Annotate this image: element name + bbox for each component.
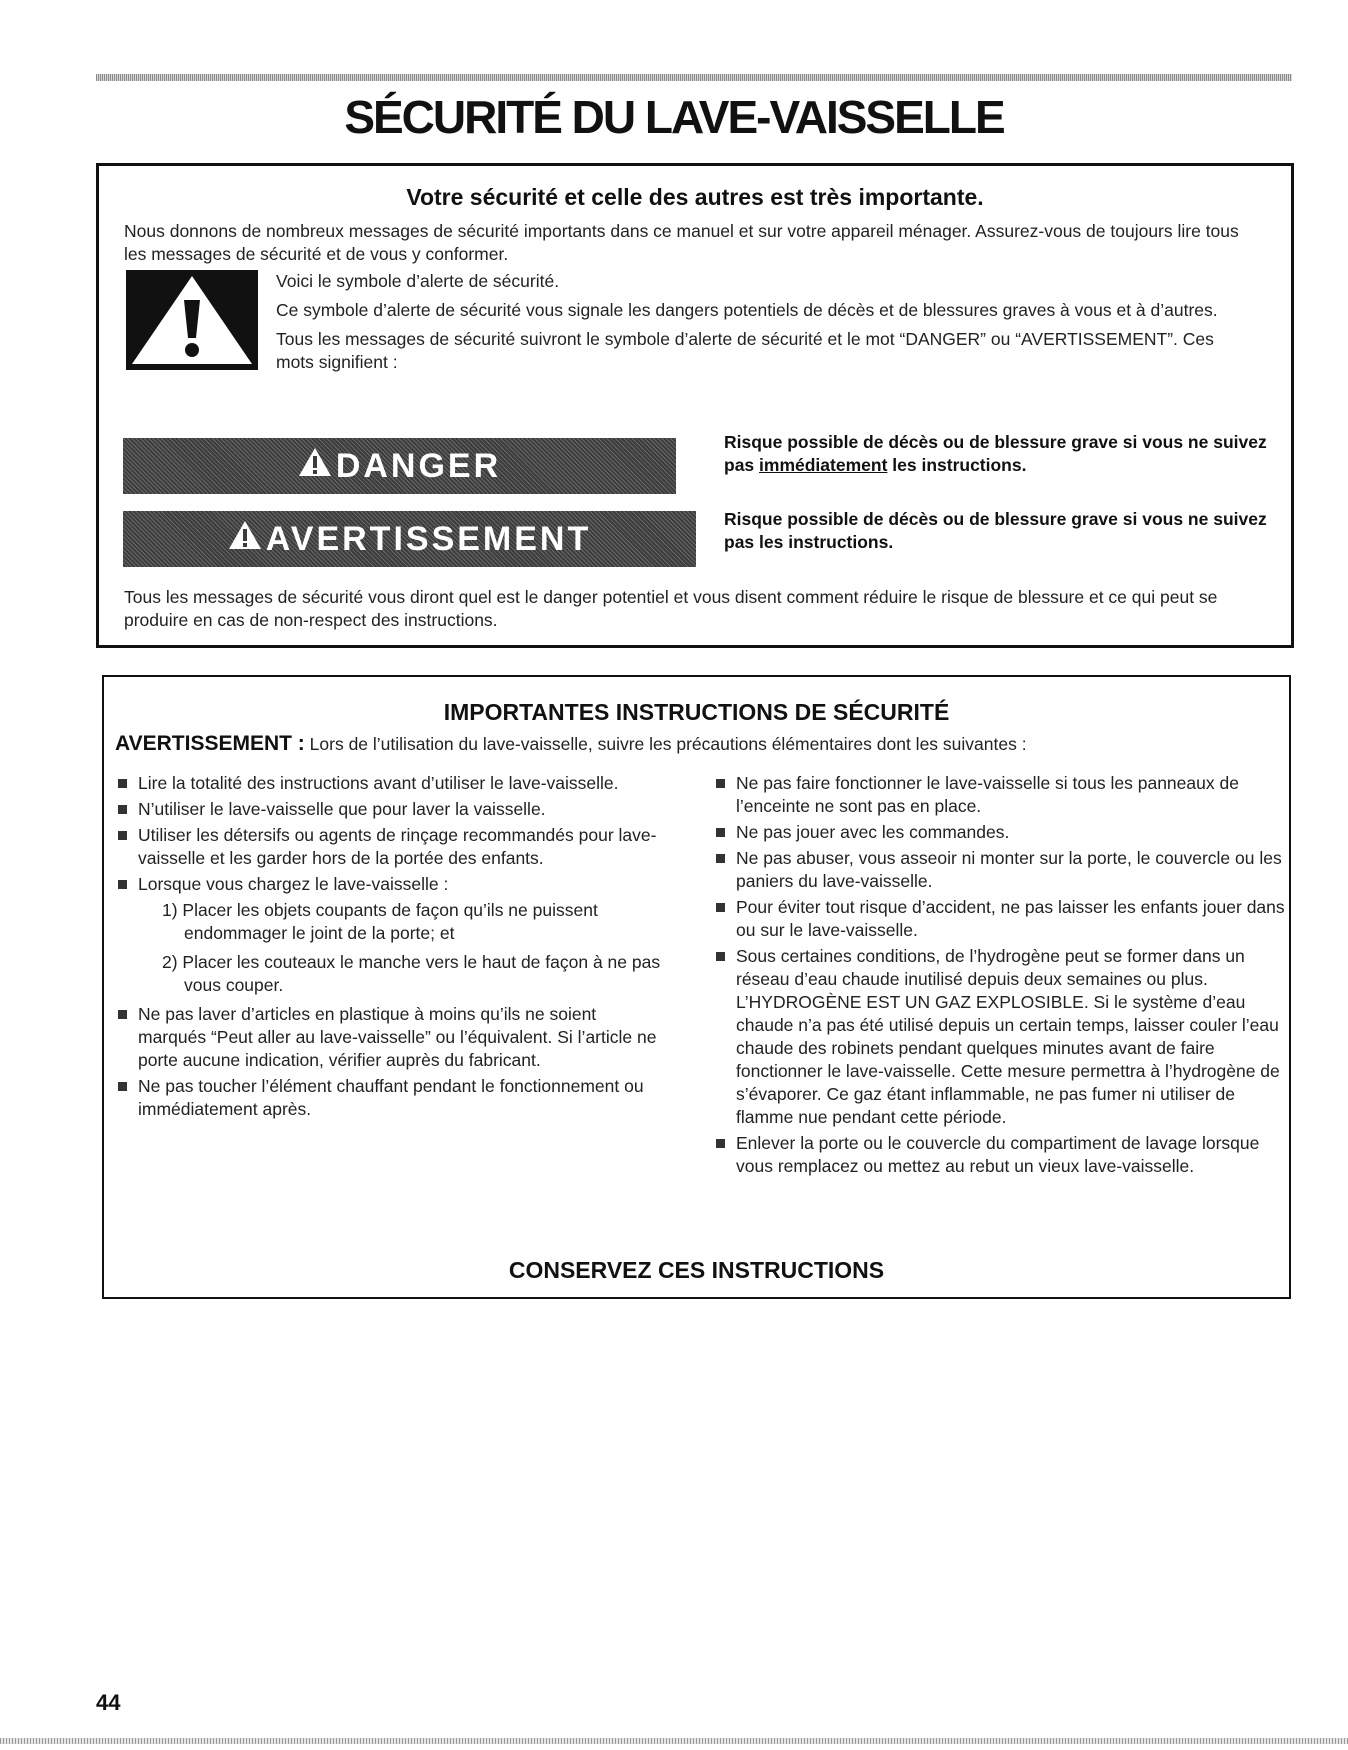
list-item-text: Ne pas toucher l’élément chauffant pendant le fonctionnement ou immédiatement après. [138,1076,644,1119]
list-item-text: Utiliser les détersifs ou agents de rinçage recommandés pour lave-vaisselle et les garder hors de la portée des enfants. [138,825,657,868]
bullet-icon [716,854,725,863]
warning-triangle-icon [228,520,262,559]
alert-line: Tous les messages de sécurité suivront le symbole d’alerte de sécurité et le mot “DANGER” ou “AVERTISSEMENT”. Ces mots signifient : [276,329,1214,372]
alert-line: Voici le symbole d’alerte de sécurité. [276,271,560,291]
instructions-warning [115,732,1285,756]
danger-desc-tail: les instructions. [887,455,1027,475]
instructions-heading: IMPORTANTES INSTRUCTIONS DE SÉCURITÉ [443,699,950,725]
bullet-icon [716,952,725,961]
list-item [716,847,1286,893]
bullet-icon [118,1082,127,1091]
safety-heading: Votre sécurité et celle des autres est très importante. [406,184,984,210]
list-item-text: Ne pas laver d’articles en plastique à moins qu’ils ne soient marqués “Peut aller au lave-vaisselle” ou l’équivalent. Si l’article ne porte aucune indication, vérifier auprès du fabricant. [138,1004,657,1070]
bullet-icon [118,831,127,840]
list-item-text: Pour éviter tout risque d’accident, ne pas laisser les enfants jouer dans ou sur le lave-vaisselle. [736,897,1285,940]
bullet-icon [118,1010,127,1019]
warning-triangle-icon [126,270,258,370]
sub-list-item: 1) Placer les objets coupants de façon qu’ils ne puissent endommager le joint de la porte; et [162,900,598,943]
bullet-icon [716,779,725,788]
bullet-icon [118,779,127,788]
list-item [118,873,663,896]
bottom-divider [0,1738,1348,1744]
warning-triangle-icon [298,447,332,486]
closing-text: Tous les messages de sécurité vous diront quel est le danger potentiel et vous disent comment réduire le risque de blessure et ce qui peut se produire en cas de non-respect des instructions. [124,587,1218,630]
list-item [118,1075,663,1121]
instructions-left-column [118,772,663,1124]
list-item [118,772,663,795]
danger-banner [123,438,676,494]
danger-description [724,431,1284,477]
instructions-box [102,675,1291,1299]
bullet-icon [716,903,725,912]
safety-box [96,163,1294,648]
list-item-text: Enlever la porte ou le couvercle du compartiment de lavage lorsque vous remplacez ou mettez au rebut un vieux lave-vaisselle. [736,1133,1260,1176]
list-item [118,824,663,870]
bullet-icon [716,1139,725,1148]
list-item [716,821,1286,844]
list-item-text: Lire la totalité des instructions avant d’utiliser le lave-vaisselle. [138,773,619,793]
danger-label: DANGER [335,446,502,485]
warning-text: Lors de l’utilisation du lave-vaisselle, suivre les précautions élémentaires dont les suivantes : [309,734,1027,754]
bullet-icon [118,880,127,889]
bullet-icon [716,828,725,837]
list-item [716,1132,1286,1178]
list-item-text: Ne pas abuser, vous asseoir ni monter sur la porte, le couvercle ou les paniers du lave-vaisselle. [736,848,1282,891]
alert-line: Ce symbole d’alerte de sécurité vous signale les dangers potentiels de décès et de blessures graves à vous et à d’autres. [276,300,1218,320]
list-item [118,1003,663,1072]
list-item [716,896,1286,942]
page-number: 44 [96,1690,121,1715]
list-item-text: N’utiliser le lave-vaisselle que pour laver la vaisselle. [138,799,546,819]
danger-desc-text: Risque possible de décès ou de blessure grave si vous ne suivez pas [724,432,1267,475]
danger-desc-emphasis: immédiatement [759,455,888,475]
list-item-text: Lorsque vous chargez le lave-vaisselle : [138,874,449,894]
list-item-text: Sous certaines conditions, de l’hydrogène peut se former dans un réseau d’eau chaude inutilisé depuis deux semaines ou plus. L’HYDROGÈNE EST UN GAZ EXPLOSIBLE. Si le système d’eau chaude n’a pas été utilisé depuis un certain temps, laisser couler l’eau chaude des robinets pendant quelques minutes avant de faire fonctionner le lave-vaisselle. Cette mesure permettra à l’hydrogène de s’évaporer. Ce gaz étant inflammable, ne pas fumer ni utiliser de flamme nue pendant cette période. [736,946,1280,1127]
instructions-right-column [716,772,1286,1181]
bullet-icon [118,805,127,814]
alert-symbol-explanation [276,270,1256,380]
list-item [716,772,1286,818]
list-item [118,798,663,821]
warning-banner [123,511,696,567]
list-item-text: Ne pas jouer avec les commandes. [736,822,1010,842]
warning-label: AVERTISSEMENT [265,519,592,558]
save-instructions-footer: CONSERVEZ CES INSTRUCTIONS [508,1257,885,1283]
warning-label: AVERTISSEMENT : [115,732,305,755]
top-divider [96,74,1292,81]
intro-text: Nous donnons de nombreux messages de sécurité importants dans ce manuel et sur votre appareil ménager. Assurez-vous de toujours lire tous les messages de sécurité et de vous y conformer. [124,221,1239,264]
list-item-text: Ne pas faire fonctionner le lave-vaisselle si tous les panneaux de l’enceinte ne sont pas en place. [736,773,1239,816]
page-title: SÉCURITÉ DU LAVE-VAISSELLE [344,91,1004,143]
sub-list-item: 2) Placer les couteaux le manche vers le haut de façon à ne pas vous couper. [162,952,661,995]
warning-description: Risque possible de décès ou de blessure grave si vous ne suivez pas les instructions. [724,509,1267,552]
list-item [716,945,1286,1129]
